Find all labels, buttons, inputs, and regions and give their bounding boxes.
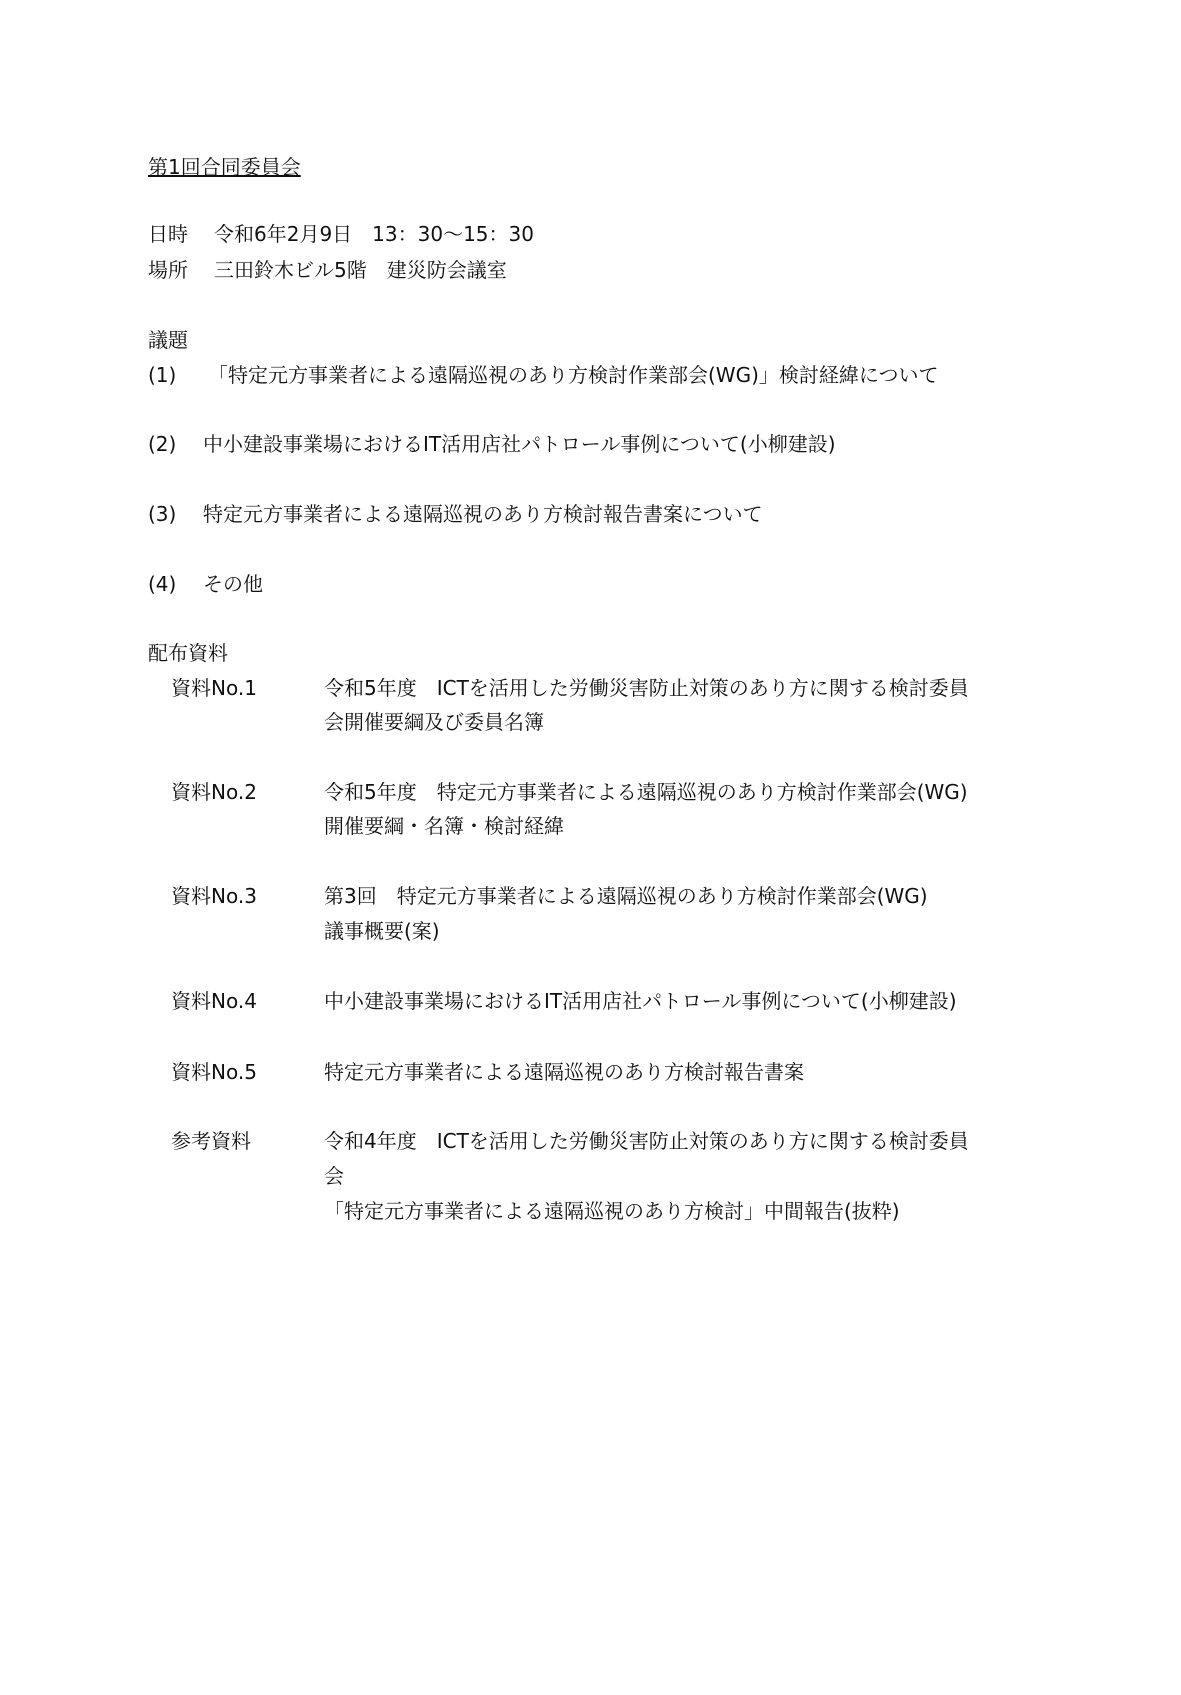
material-2-line-2: 開催要綱・名簿・検討経緯 <box>324 814 564 838</box>
place-label: 場所 <box>148 258 188 282</box>
document-title: 第1回合同委員会 <box>148 155 301 179</box>
datetime-value: 令和6年2月9日 13：30〜15：30 <box>214 222 534 246</box>
material-5-label: 資料No.5 <box>171 1060 257 1084</box>
agenda-item-1-text: 「特定元方事業者による遠隔巡視のあり方検討作業部会(WG)」検討経緯について <box>208 363 939 387</box>
material-3-line-1: 第3回 特定元方事業者による遠隔巡視のあり方検討作業部会(WG) <box>324 884 928 908</box>
material-2-line-1: 令和5年度 特定元方事業者による遠隔巡視のあり方検討作業部会(WG) <box>324 780 968 804</box>
agenda-item-2-text: 中小建設事業場におけるIT活用店社パトロール事例について(小柳建設) <box>203 432 836 456</box>
material-4-label: 資料No.4 <box>171 989 257 1013</box>
material-3-label: 資料No.3 <box>171 884 257 908</box>
material-1-line-1: 令和5年度 ICTを活用した労働災害防止対策のあり方に関する検討委員 <box>324 676 969 700</box>
material-1-line-2: 会開催要綱及び委員名簿 <box>324 710 544 734</box>
agenda-item-3-text: 特定元方事業者による遠隔巡視のあり方検討報告書案について <box>203 502 763 526</box>
agenda-item-1-number: (1) <box>148 363 177 387</box>
agenda-heading: 議題 <box>148 328 188 352</box>
materials-heading: 配布資料 <box>148 641 228 665</box>
reference-material-label: 参考資料 <box>171 1129 251 1153</box>
place-value: 三田鈴木ビル5階 建災防会議室 <box>214 258 507 282</box>
agenda-item-3-number: (3) <box>148 502 177 526</box>
reference-material-line-2: 会 <box>324 1164 344 1188</box>
reference-material-line-1: 令和4年度 ICTを活用した労働災害防止対策のあり方に関する検討委員 <box>324 1129 969 1153</box>
material-2-label: 資料No.2 <box>171 780 257 804</box>
material-5-line-1: 特定元方事業者による遠隔巡視のあり方検討報告書案 <box>324 1060 804 1084</box>
agenda-item-4-text: その他 <box>203 572 263 596</box>
reference-material-line-3: 「特定元方事業者による遠隔巡視のあり方検討」中間報告(抜粋) <box>324 1199 900 1223</box>
material-3-line-2: 議事概要(案) <box>324 919 440 943</box>
datetime-label: 日時 <box>148 222 188 246</box>
material-1-label: 資料No.1 <box>171 676 257 700</box>
agenda-item-2-number: (2) <box>148 432 177 456</box>
agenda-item-4-number: (4) <box>148 572 177 596</box>
material-4-line-1: 中小建設事業場におけるIT活用店社パトロール事例について(小柳建設) <box>324 989 957 1013</box>
